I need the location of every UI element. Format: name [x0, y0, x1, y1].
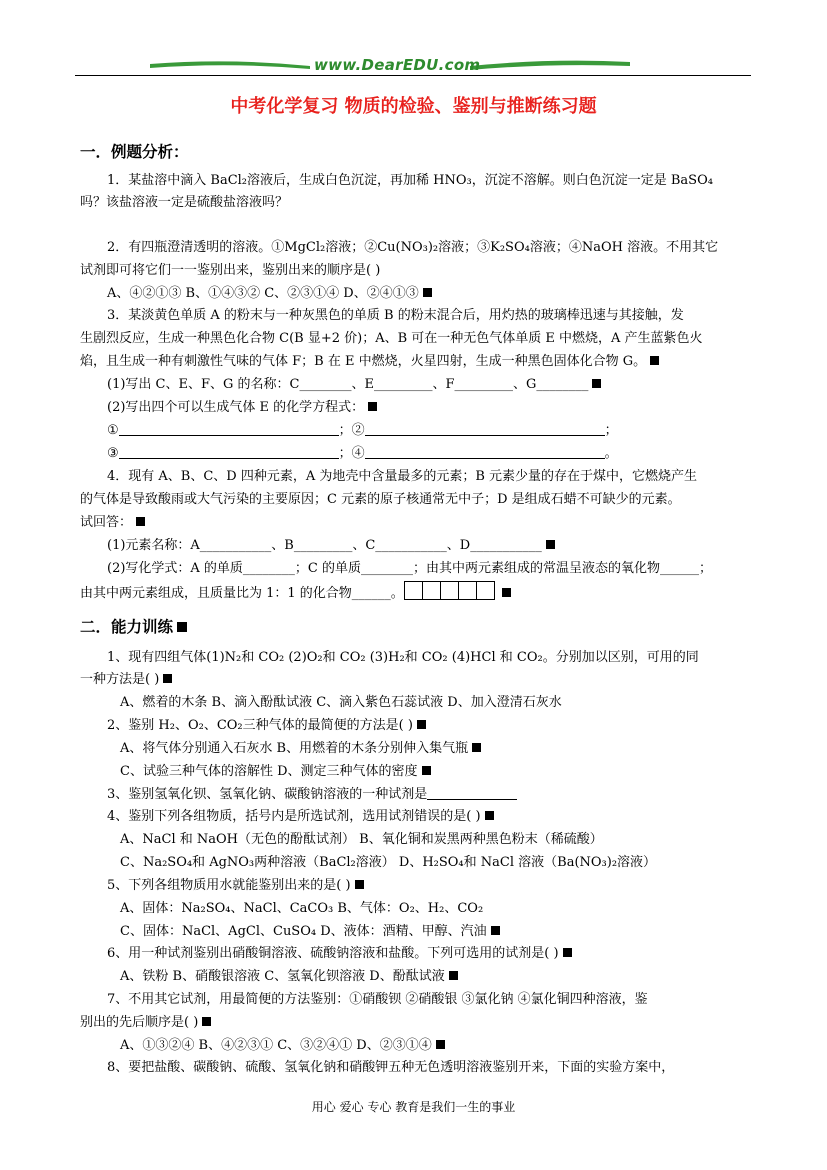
- marker-square-icon: [436, 1040, 445, 1049]
- q3-line-f: ① ；② ；: [107, 423, 618, 438]
- page-title: 中考化学复习 物质的检验、鉴别与推断练习题: [230, 96, 597, 117]
- marker-square-icon: [449, 971, 458, 980]
- t4-line-a: 4、鉴别下列各组物质，括号内是所选试剂，选用试剂错误的是( ): [107, 807, 494, 827]
- marker-square-icon: [491, 926, 500, 935]
- q4-line-e: (2)写化学式：A 的单质________；C 的单质________；由其中两元素组成的常温呈液态的氧化物______；: [107, 561, 713, 576]
- marker-square-icon: [163, 674, 172, 683]
- t8-line: 8、要把盐酸、碳酸钠、硫酸、氢氧化钠和硝酸钾五种无色透明溶液鉴别开来，下面的实验方案中，: [107, 1060, 675, 1075]
- marker-square-icon: [417, 720, 426, 729]
- marker-square-icon: [485, 811, 494, 820]
- t5-line-b: A、固体：Na₂SO₄、NaCl、CaCO₃ B、气体：O₂、H₂、CO₂: [120, 901, 484, 916]
- q4-line-c: 试回答：: [80, 513, 145, 533]
- marker-square-icon: [422, 766, 431, 775]
- q4-line-d: (1)元素名称：A___________、B_________、C___________、D___________: [107, 536, 555, 556]
- t4-line-b: A、NaCl 和 NaOH（无色的酚酞试剂） B、氧化铜和炭黑两种黑色粉末（稀硫酸）: [120, 832, 603, 847]
- marker-square-icon: [136, 517, 145, 526]
- section-heading-1: 一．例题分析：: [80, 143, 189, 161]
- marker-square-icon: [592, 379, 601, 388]
- t7-options: A、①③②④ B、④②③① C、③②④① D、②③①④: [120, 1036, 445, 1056]
- t6-line-b: A、铁粉 B、硝酸银溶液 C、氢氧化钡溶液 D、酚酞试液: [120, 967, 458, 987]
- marker-square-icon: [202, 1017, 211, 1026]
- t7-line-a: 7、不用其它试剂，用最简便的方法鉴别：①硝酸钡 ②硝酸银 ③氯化钠 ④氯化铜四种溶液，鉴: [107, 992, 648, 1007]
- marker-square-icon: [502, 588, 511, 597]
- q4-line-f: 由其中两元素组成，且质量比为 1：1 的化合物______。: [80, 581, 511, 604]
- t3-line: 3、鉴别氢氧化钡、氢氧化钠、碳酸钠溶液的一种试剂是: [107, 785, 517, 805]
- q2-line-b: 试剂即可将它们一一鉴别出来，鉴别出来的顺序是( ): [80, 263, 381, 278]
- t2-line-c: C、试验三种气体的溶解性 D、测定三种气体的密度: [120, 762, 431, 782]
- q1-line-b: 吗？该盐溶液一定是硫酸盐溶液吗？: [80, 195, 289, 210]
- t4-line-c: C、Na₂SO₄和 AgNO₃两种溶液（BaCl₂溶液） D、H₂SO₄和 NaCl 溶液（Ba(NO₃)₂溶液）: [120, 855, 657, 870]
- section-heading-2: 二．能力训练: [80, 615, 187, 637]
- t7-line-b: 别出的先后顺序是( ): [80, 1013, 211, 1033]
- q3-line-c: 焰，且生成一种有刺激性气味的气体 F；B 在 E 中燃烧，火星四射，生成一种黑色固体化合物 G。: [80, 352, 659, 372]
- t2-line-b: A、将气体分别通入石灰水 B、用燃着的木条分别伸入集气瓶: [120, 739, 481, 759]
- t1-options: A、燃着的木条 B、滴入酚酞试液 C、滴入紫色石蕊试液 D、加入澄清石灰水: [120, 695, 562, 710]
- t2-line-a: 2、鉴别 H₂、O₂、CO₂三种气体的最简便的方法是( ): [107, 716, 426, 736]
- q1-line-a: 1．某盐溶中滴入 BaCl₂溶液后，生成白色沉淀，再加稀 HNO₃，沉淀不溶解。则白色沉淀一定是 BaSO₄: [107, 173, 713, 188]
- q3-line-a: 3．某淡黄色单质 A 的粉末与一种灰黑色的单质 B 的粉末混合后，用灼热的玻璃棒迅速与其接触，发: [107, 308, 684, 323]
- t1-line-a: 1、现有四组气体(1)N₂和 CO₂ (2)O₂和 CO₂ (3)H₂和 CO₂ (4)HCl 和 CO₂。分别加以区别，可用的同: [107, 650, 699, 665]
- t6-line-a: 6、用一种试剂鉴别出硝酸铜溶液、硫酸钠溶液和盐酸。下列可选用的试剂是( ): [107, 944, 572, 964]
- q4-line-a: 4．现有 A、B、C、D 四种元素，A 为地壳中含量最多的元素；B 元素少量的存在于煤中，它燃烧产生: [107, 469, 698, 484]
- marker-square-icon: [177, 622, 187, 632]
- site-logo-text: www.DearEDU.com: [314, 56, 481, 74]
- q2-options: A、④②①③ B、①④③② C、②③①④ D、②④①③: [107, 284, 432, 304]
- page-footer: 用心 爱心 专心 教育是我们一生的事业: [311, 1100, 516, 1114]
- marker-square-icon: [368, 402, 377, 411]
- marker-square-icon: [355, 880, 364, 889]
- marker-square-icon: [546, 540, 555, 549]
- q3-line-d: (1)写出 C、E、F、G 的名称：C________、E_________、F_________、G________: [107, 375, 601, 395]
- q2-line-a: 2．有四瓶澄清透明的溶液。①MgCl₂溶液；②Cu(NO₃)₂溶液；③K₂SO₄溶液；④NaOH 溶液。不用其它: [107, 240, 719, 255]
- marker-square-icon: [423, 288, 432, 297]
- t5-line-a: 5、下列各组物质用水就能鉴别出来的是( ): [107, 876, 364, 896]
- q4-line-b: 的气体是导致酸雨或大气污染的主要原因；C 元素的原子核通常无中子；D 是组成石蜡不可缺少的元素。: [80, 492, 681, 507]
- q3-line-g: ③ ；④ 。: [107, 446, 618, 461]
- q3-line-b: 生剧烈反应，生成一种黑色化合物 C(B 显+2 价)；A、B 可在一种无色气体单质 E 中燃烧，A 产生蓝紫色火: [80, 331, 703, 346]
- marker-square-icon: [563, 948, 572, 957]
- marker-square-icon: [650, 356, 659, 365]
- t5-line-c: C、固体：NaCl、AgCl、CuSO₄ D、液体：酒精、甲醇、汽油: [120, 922, 500, 942]
- header-divider: [75, 75, 751, 76]
- marker-square-icon: [472, 743, 481, 752]
- q3-line-e: (2)写出四个可以生成气体 E 的化学方程式：: [107, 398, 377, 418]
- t1-line-b: 一种方法是( ): [80, 670, 172, 690]
